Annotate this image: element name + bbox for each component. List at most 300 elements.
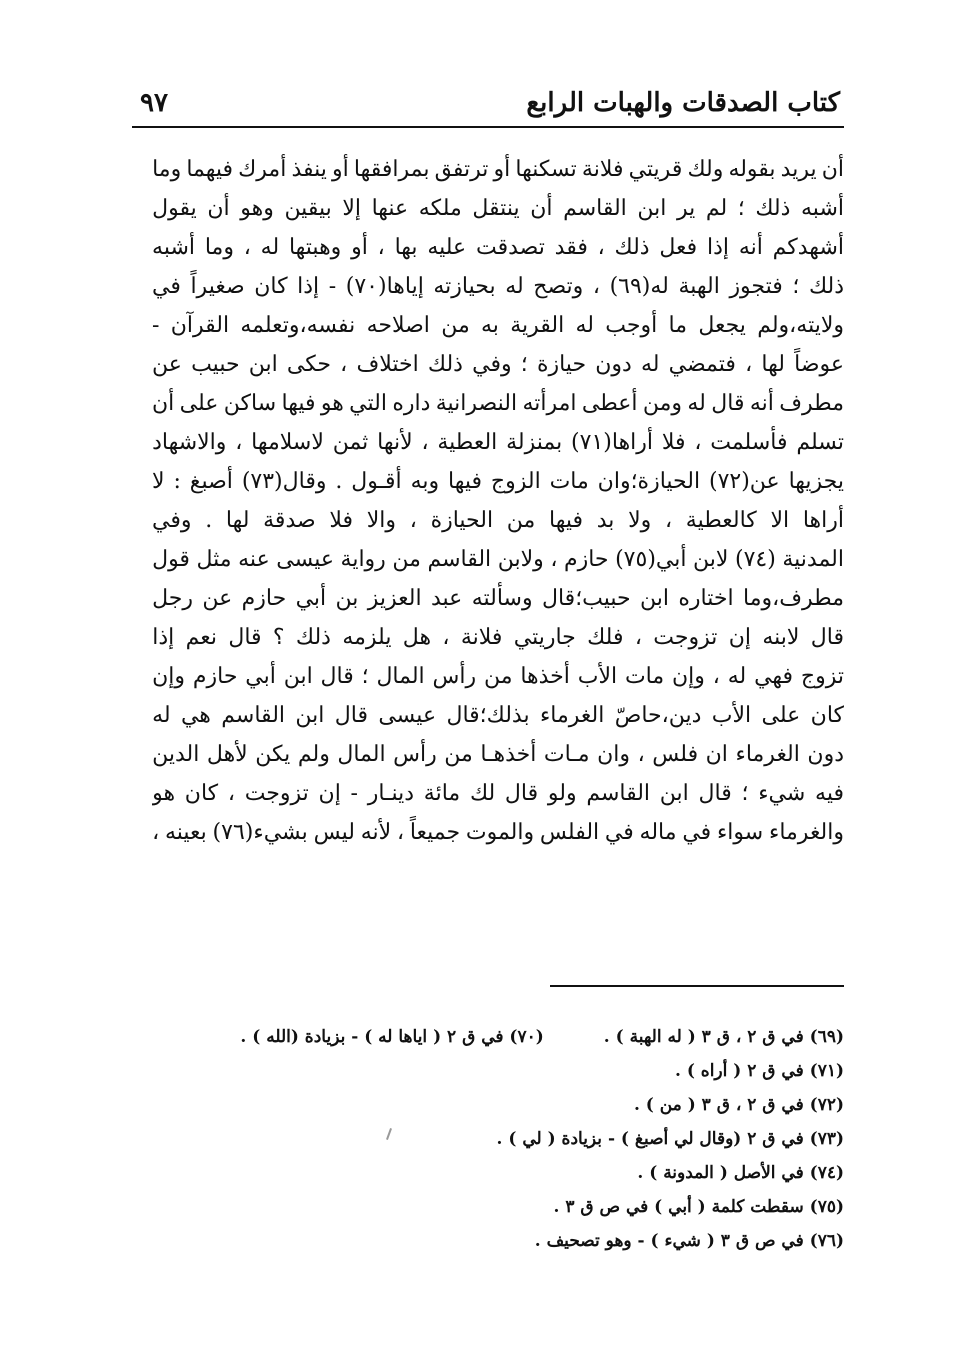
text-line [152, 228, 844, 267]
page-number: ٩٧ [140, 88, 168, 118]
footnote-73: (٧٣) في ق ٢ (وقال لي أصبغ ) - بزيادة ( لي ) . [496, 1129, 844, 1149]
word: له [505, 274, 524, 299]
word: تسكنها [515, 157, 577, 182]
text-line [152, 501, 844, 540]
word: لأهل [206, 742, 248, 767]
word: . [205, 508, 213, 533]
word: صغيراً [190, 274, 245, 299]
word: بحيازته [433, 274, 496, 299]
word: ، [340, 352, 348, 377]
word: له [687, 391, 706, 416]
footnote-76: (٧٦) في ص ق ٣ ( شيء ) - وهو تصحيف . [534, 1231, 844, 1251]
word: ؛ [741, 781, 749, 806]
word: في [682, 820, 712, 845]
word: عن [152, 352, 182, 377]
word: لأنه [360, 820, 392, 845]
word: هي [180, 703, 211, 728]
word: أو [493, 157, 511, 182]
word: في [152, 274, 181, 299]
word: أخذهـا [480, 742, 537, 767]
word: ولم [297, 742, 330, 767]
word: حازم [192, 664, 238, 689]
word: في [604, 820, 634, 845]
word: ، [377, 235, 385, 260]
word: ؟ [272, 625, 285, 650]
word: وان [597, 742, 631, 767]
word: على [761, 703, 801, 728]
word: العطية [437, 430, 498, 455]
word: الحيازة؛وان [597, 469, 701, 494]
word: المال [337, 742, 386, 767]
word: داره [392, 391, 431, 416]
word: حبيب [191, 352, 240, 377]
word: له [640, 352, 660, 377]
word: وسألته [471, 586, 533, 611]
word: عنه [238, 547, 270, 572]
word: عن(٧٢) [708, 469, 780, 494]
footnote-71: (٧١) في ق ٢ ( أراه ) . [675, 1061, 844, 1081]
word: إذا [297, 274, 320, 299]
word: أشبه [152, 235, 196, 260]
word: ، [243, 235, 251, 260]
word: ، [597, 235, 605, 260]
word: ما [668, 313, 688, 338]
text-line [152, 150, 844, 189]
word: بد [596, 508, 615, 533]
word: هو [320, 391, 344, 416]
word: القرية [510, 313, 565, 338]
word: فلك [587, 625, 624, 650]
word: لم [705, 196, 728, 221]
word: فلا [329, 508, 354, 533]
word: فيها [549, 508, 584, 533]
word: النصرانية [435, 391, 518, 416]
word: فتجوز [729, 274, 783, 299]
text-line [152, 345, 844, 384]
word: بها [394, 235, 418, 260]
word: وما [152, 157, 182, 182]
word: لأنها [377, 430, 413, 455]
word: الهبة [678, 274, 720, 299]
word: ولايته،ولم [757, 313, 844, 338]
word: الغرماء [539, 703, 605, 728]
footnote-row [150, 1122, 844, 1156]
main-text [152, 150, 844, 852]
word: ، [694, 430, 702, 455]
word: قال [320, 664, 354, 689]
word: ذلك [295, 625, 331, 650]
word: والاشهاد [152, 430, 227, 455]
word: ، [235, 430, 243, 455]
word: عنها [371, 196, 409, 221]
word: أنه [749, 391, 774, 416]
word: فقد [554, 235, 588, 260]
word: تزوجت [653, 625, 718, 650]
word: : [173, 469, 181, 494]
word: أخذها [520, 664, 570, 689]
word: يريد [780, 157, 817, 182]
word: وإن [152, 664, 186, 689]
word: فيهما [186, 157, 234, 182]
word: أبي(٧٥) [615, 547, 687, 572]
word: أمرك [238, 157, 287, 182]
word: يكن [255, 742, 291, 767]
word: الفلس [539, 820, 600, 845]
word: له(٦٩) [609, 274, 669, 299]
word: لها [225, 508, 250, 533]
word: والغرماء [768, 820, 844, 845]
word: ، [396, 820, 405, 845]
word: ولك [687, 157, 724, 182]
word: الأب [577, 664, 618, 689]
word: وفي [472, 352, 512, 377]
text-line [152, 696, 844, 735]
word: لابن [693, 547, 729, 572]
word: ؛ [737, 196, 745, 221]
word: من [444, 742, 473, 767]
word: أراها [802, 508, 844, 533]
word: إن [728, 625, 751, 650]
word: ، [664, 508, 673, 533]
word: ترتفق [434, 157, 489, 182]
word: ؛ [520, 352, 528, 377]
word: فيه [815, 781, 844, 806]
word: يلزمه [342, 625, 392, 650]
word: فيها [281, 391, 316, 416]
word: يقول [152, 196, 197, 221]
word: فعل [659, 235, 698, 260]
word: وتصح [533, 274, 584, 299]
word: أو [351, 235, 368, 260]
word: تصدقت [475, 235, 545, 260]
footnote-72: (٧٢) في ق ٢ ، ق ٣ ( من ) . [633, 1095, 844, 1115]
word: وفي [152, 508, 192, 533]
word: (٧٤) [734, 547, 776, 572]
word: الا [770, 508, 790, 533]
word: ماله [639, 820, 677, 845]
text-line [152, 462, 844, 501]
word: بشيء(٧٦) [212, 820, 308, 845]
word: العزيز [367, 586, 422, 611]
word: ان [705, 742, 728, 767]
word: دون [807, 742, 844, 767]
word: فلا [661, 430, 686, 455]
text-line [152, 267, 844, 306]
word: له [727, 664, 747, 689]
word: بن [335, 586, 359, 611]
word: الأب [711, 703, 752, 728]
text-line [152, 774, 844, 813]
word: ؛ [792, 274, 800, 299]
word: ؛ [361, 664, 369, 689]
word: رأس [432, 664, 477, 689]
word: ، [745, 352, 753, 377]
word: ذلك [427, 352, 463, 377]
word: أن [207, 196, 230, 221]
text-line [152, 423, 844, 462]
word: دينـار [367, 781, 415, 806]
word: اختاره [678, 586, 734, 611]
word: امرأته [522, 391, 577, 416]
word: بذلك؛قال [446, 703, 530, 728]
word: ملكه [418, 196, 462, 221]
word: قال [504, 781, 539, 806]
word: وقال(٧٣) [241, 469, 327, 494]
word: فتمضي [668, 352, 736, 377]
word: تسلم [796, 430, 844, 455]
word: - [328, 274, 337, 299]
word: أو [332, 157, 349, 182]
word: ، [637, 742, 645, 767]
word: ابن [659, 781, 689, 806]
word: والا [366, 508, 397, 533]
word: بيقين [284, 196, 332, 221]
word: حيازة [536, 352, 587, 377]
text-line [152, 189, 844, 228]
word: أبي [295, 586, 327, 611]
footnote-70: (٧٠) في ق ٢ ( اياها له ) - بزيادة (الله ) . [240, 1027, 544, 1047]
word: ولا [628, 508, 652, 533]
word: من [392, 547, 421, 572]
word: ينفذ [291, 157, 327, 182]
word: اصلاحه [366, 313, 430, 338]
footnote-divider [550, 985, 844, 987]
word: له [260, 235, 280, 260]
word: قال [228, 625, 262, 650]
word: أشبه [801, 196, 844, 221]
word: ابن [295, 703, 325, 728]
text-line [152, 306, 844, 345]
word: مائة [423, 781, 461, 806]
word: التي [349, 391, 387, 416]
word: والموت [465, 820, 535, 845]
word: لابنه [762, 625, 800, 650]
word: قريتي [628, 157, 683, 182]
word: عبد [431, 586, 463, 611]
footnote-74: (٧٤) في الأصل ( المدونة ) . [637, 1163, 844, 1183]
word: ، [634, 625, 642, 650]
word: ذلك [755, 196, 791, 221]
word: وهو [240, 196, 274, 221]
footnotes [150, 1020, 844, 1258]
word: أراها(٧١) [571, 430, 654, 455]
word: وإن [672, 664, 705, 689]
word: رأس [393, 742, 437, 767]
text-line [152, 384, 844, 423]
word: ذلك [614, 235, 650, 260]
word: قال [698, 781, 732, 806]
word: له [575, 313, 595, 338]
word: ذلك [808, 274, 844, 299]
word: قال [334, 703, 368, 728]
word: قال [810, 625, 844, 650]
word: القاسم [221, 703, 286, 728]
word: قول [152, 547, 190, 572]
word: ، [592, 274, 600, 299]
word: ابن [637, 196, 667, 221]
word: على [179, 391, 219, 416]
word: بمرافقها [353, 157, 430, 182]
footnote-75: (٧٥) سقطت كلمة ( أبي ) في ص ق ٣ . [553, 1197, 844, 1217]
word: عوضاً [794, 352, 844, 377]
word: إلا [342, 196, 361, 221]
word: كان [254, 274, 288, 299]
word: يجزيها [788, 469, 844, 494]
footnote-row [150, 1054, 844, 1088]
word: أصبغ [189, 469, 233, 494]
word: القاسم [427, 547, 492, 572]
word: سواء [716, 820, 764, 845]
word: كان [810, 703, 844, 728]
word: ير [676, 196, 696, 221]
running-header [132, 86, 844, 128]
footnote-row [150, 1224, 844, 1258]
word: - [350, 781, 358, 806]
word: حبيب؛قال [541, 586, 631, 611]
text-line [152, 540, 844, 579]
word: هو [152, 781, 176, 806]
word: ، [550, 547, 558, 572]
word: عيسى [378, 703, 437, 728]
word: إذا [152, 625, 175, 650]
word: أن [530, 196, 553, 221]
word: من [441, 313, 470, 338]
word: ساكن [223, 391, 277, 416]
footnote-row [150, 1020, 844, 1054]
word: ، [409, 508, 417, 533]
running-title: كتاب الصدقات والهبات الرابع [526, 88, 840, 118]
word: حازم [241, 586, 287, 611]
word: ينتقل [472, 196, 520, 221]
word: هل [402, 625, 432, 650]
word: ، [442, 625, 450, 650]
text-line [152, 813, 844, 852]
word: المدنية [782, 547, 844, 572]
word: فيها [448, 469, 483, 494]
word: عن [202, 586, 233, 611]
word: ولابن [497, 547, 544, 572]
word: أوجب [605, 313, 658, 338]
word: الزوج [490, 469, 541, 494]
word: به [481, 313, 499, 338]
word: فلس [652, 742, 699, 767]
word: وما [204, 235, 234, 260]
word: حازم [563, 547, 609, 572]
word: أن [152, 391, 175, 416]
word: وهبتها [288, 235, 342, 260]
word: شيء [758, 781, 806, 806]
word: من [506, 508, 536, 533]
text-line [152, 735, 844, 774]
word: ولو [547, 781, 577, 806]
word: مـات [543, 742, 590, 767]
word: فهي [754, 664, 794, 689]
word: إياها(٧٠) [345, 274, 424, 299]
word: فلانة [460, 625, 503, 650]
word: ، [152, 820, 160, 845]
word: جميعاً [409, 820, 461, 845]
text-line [152, 657, 844, 696]
word: صدقة [263, 508, 316, 533]
word: كالعطية [685, 508, 757, 533]
word: كان [184, 781, 219, 806]
word: إن [318, 781, 341, 806]
word: لها [761, 352, 785, 377]
word: تزوج [800, 664, 844, 689]
word: أن [821, 157, 844, 182]
word: مات [624, 664, 665, 689]
word: مات [549, 469, 589, 494]
word: فأسلمت [710, 430, 788, 455]
word: دون [595, 352, 632, 377]
word: ليس [313, 820, 355, 845]
word: بعينه [164, 820, 207, 845]
word: لا [152, 469, 165, 494]
word: القاسم [586, 781, 651, 806]
word: أعطى [581, 391, 638, 416]
word: نفسه،وتعلمه [240, 313, 356, 338]
footnote-row [150, 1156, 844, 1190]
footnote-69: (٦٩) في ق ٢ ، ق ٣ ( له الهبة ) . [603, 1027, 844, 1047]
word: ابن [283, 664, 313, 689]
word: رجل [152, 586, 194, 611]
word: ومن [642, 391, 683, 416]
word: مطرف،وما [743, 586, 844, 611]
word: ابن [248, 352, 278, 377]
footnote-row [150, 1088, 844, 1122]
word: أقـول [351, 469, 402, 494]
word: وبه [410, 469, 440, 494]
word: القرآن [170, 313, 230, 338]
word: إذا [706, 235, 730, 260]
text-line [152, 618, 844, 657]
word: له [152, 703, 171, 728]
word: دين،حاصّ [614, 703, 702, 728]
word: الحيازة [430, 508, 494, 533]
word: جاريتي [513, 625, 576, 650]
word: ، [227, 781, 235, 806]
word: ثمن [332, 430, 369, 455]
word: عيسى [276, 547, 334, 572]
word: لك [469, 781, 496, 806]
word: أشهدكم [772, 235, 844, 260]
word: . [335, 469, 343, 494]
footnote-row [150, 1190, 844, 1224]
word: مثل [196, 547, 232, 572]
word: الدين [152, 742, 200, 767]
word: ابن [640, 586, 670, 611]
word: رواية [340, 547, 386, 572]
word: فلانة [581, 157, 624, 182]
word: بمنزلة [506, 430, 563, 455]
word: تزوجت [244, 781, 309, 806]
word: مطرف [779, 391, 844, 416]
word: الغرماء [735, 742, 800, 767]
word: ، [712, 664, 720, 689]
word: حكى [286, 352, 331, 377]
word: بقوله [728, 157, 776, 182]
word: القاسم [563, 196, 627, 221]
word: يجعل [698, 313, 746, 338]
word: لاسلامها [251, 430, 324, 455]
word: قال [711, 391, 745, 416]
word: اختلاف [356, 352, 419, 377]
word: عليه [427, 235, 467, 260]
text-line [152, 579, 844, 618]
word: - [152, 313, 160, 338]
word: نعم [185, 625, 217, 650]
word: أنه [738, 235, 763, 260]
